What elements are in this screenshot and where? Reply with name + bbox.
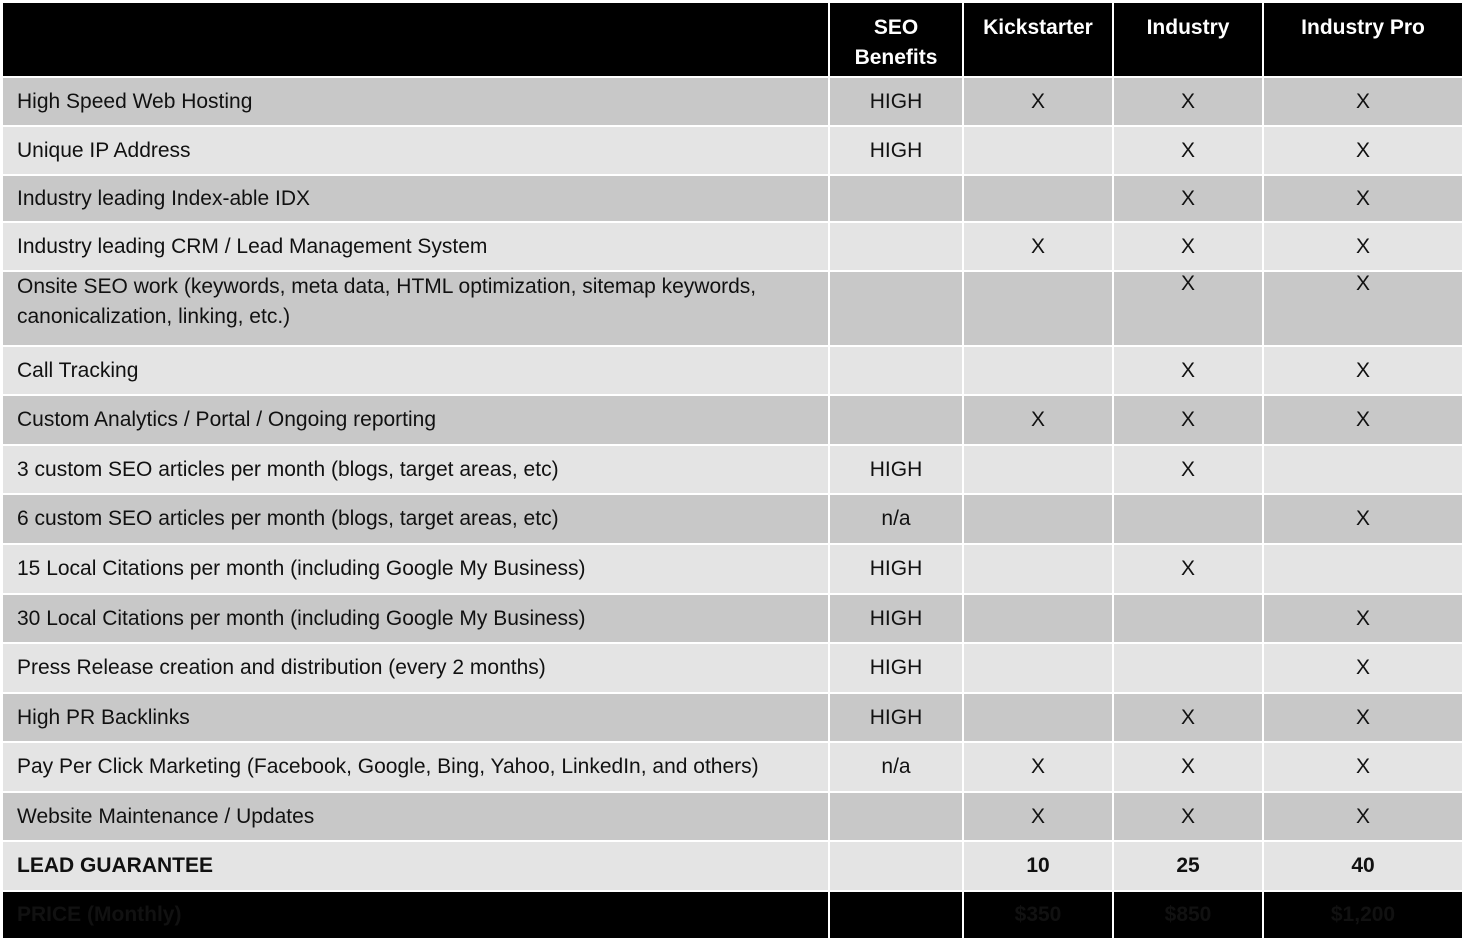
table-row bbox=[2, 544, 1463, 594]
cell-kickstarter bbox=[963, 126, 1113, 175]
cell-industry: $850 bbox=[1113, 891, 1263, 939]
cell-kickstarter: X bbox=[963, 222, 1113, 271]
cell-industry-pro: X bbox=[1263, 693, 1463, 742]
cell-kickstarter bbox=[963, 494, 1113, 544]
cell-industry-pro: X bbox=[1263, 594, 1463, 643]
cell-industry: 25 bbox=[1113, 841, 1263, 891]
cell-industry-pro: X bbox=[1263, 175, 1463, 222]
table-body bbox=[2, 77, 1463, 939]
cell-feature: 15 Local Citations per month (including Google My Business) bbox=[2, 544, 829, 594]
cell-feature: Unique IP Address bbox=[2, 126, 829, 175]
table-row bbox=[2, 346, 1463, 395]
cell-seo bbox=[829, 841, 963, 891]
cell-seo bbox=[829, 346, 963, 395]
cell-seo: n/a bbox=[829, 494, 963, 544]
cell-kickstarter bbox=[963, 643, 1113, 693]
cell-feature: 30 Local Citations per month (including Google My Business) bbox=[2, 594, 829, 643]
cell-industry: X bbox=[1113, 77, 1263, 126]
cell-industry: X bbox=[1113, 792, 1263, 841]
cell-industry-pro: X bbox=[1263, 395, 1463, 445]
cell-industry-pro: X bbox=[1263, 77, 1463, 126]
cell-kickstarter bbox=[963, 271, 1113, 346]
cell-kickstarter bbox=[963, 175, 1113, 222]
cell-feature: Industry leading CRM / Lead Management System bbox=[2, 222, 829, 271]
header-seo-benefits: SEO Benefits bbox=[829, 2, 963, 77]
cell-industry-pro: X bbox=[1263, 643, 1463, 693]
cell-seo: HIGH bbox=[829, 643, 963, 693]
cell-feature: Industry leading Index-able IDX bbox=[2, 175, 829, 222]
cell-kickstarter: X bbox=[963, 792, 1113, 841]
table-row bbox=[2, 792, 1463, 841]
table-row bbox=[2, 271, 1463, 346]
header-feature-cell bbox=[2, 2, 829, 77]
cell-kickstarter bbox=[963, 594, 1113, 643]
cell-seo bbox=[829, 271, 963, 346]
cell-industry: X bbox=[1113, 271, 1263, 346]
cell-industry-pro: X bbox=[1263, 271, 1463, 346]
cell-industry: X bbox=[1113, 175, 1263, 222]
cell-kickstarter: $350 bbox=[963, 891, 1113, 939]
cell-seo: HIGH bbox=[829, 445, 963, 494]
cell-industry-pro: X bbox=[1263, 222, 1463, 271]
cell-kickstarter bbox=[963, 445, 1113, 494]
cell-seo bbox=[829, 222, 963, 271]
cell-seo: HIGH bbox=[829, 77, 963, 126]
cell-kickstarter bbox=[963, 346, 1113, 395]
header-kickstarter: Kickstarter bbox=[963, 2, 1113, 77]
cell-industry: X bbox=[1113, 693, 1263, 742]
table-row bbox=[2, 643, 1463, 693]
cell-industry: X bbox=[1113, 346, 1263, 395]
cell-kickstarter: X bbox=[963, 742, 1113, 792]
cell-industry: X bbox=[1113, 742, 1263, 792]
table-row bbox=[2, 445, 1463, 494]
cell-feature: Onsite SEO work (keywords, meta data, HTML optimization, sitemap keywords, canonicalization, linking, etc.) bbox=[2, 271, 829, 346]
table-row bbox=[2, 126, 1463, 175]
cell-industry-pro bbox=[1263, 445, 1463, 494]
cell-industry: X bbox=[1113, 222, 1263, 271]
cell-industry-pro: X bbox=[1263, 346, 1463, 395]
cell-kickstarter bbox=[963, 693, 1113, 742]
table-row bbox=[2, 222, 1463, 271]
cell-industry: X bbox=[1113, 395, 1263, 445]
cell-kickstarter: X bbox=[963, 77, 1113, 126]
cell-industry bbox=[1113, 643, 1263, 693]
table-row bbox=[2, 175, 1463, 222]
cell-seo: HIGH bbox=[829, 693, 963, 742]
cell-feature: High PR Backlinks bbox=[2, 693, 829, 742]
cell-kickstarter: X bbox=[963, 395, 1113, 445]
cell-seo: HIGH bbox=[829, 594, 963, 643]
cell-feature: 3 custom SEO articles per month (blogs, target areas, etc) bbox=[2, 445, 829, 494]
cell-kickstarter bbox=[963, 544, 1113, 594]
cell-feature: Website Maintenance / Updates bbox=[2, 792, 829, 841]
table-row bbox=[2, 594, 1463, 643]
cell-industry: X bbox=[1113, 544, 1263, 594]
header-row bbox=[2, 2, 1463, 77]
header-industry: Industry bbox=[1113, 2, 1263, 77]
table-row bbox=[2, 742, 1463, 792]
cell-feature: Pay Per Click Marketing (Facebook, Google, Bing, Yahoo, LinkedIn, and others) bbox=[2, 742, 829, 792]
cell-seo bbox=[829, 891, 963, 939]
cell-feature: High Speed Web Hosting bbox=[2, 77, 829, 126]
cell-industry: X bbox=[1113, 445, 1263, 494]
cell-seo bbox=[829, 792, 963, 841]
cell-feature: PRICE (Monthly) bbox=[2, 891, 829, 939]
cell-industry-pro: $1,200 bbox=[1263, 891, 1463, 939]
cell-feature: Call Tracking bbox=[2, 346, 829, 395]
cell-seo bbox=[829, 175, 963, 222]
header-industry-pro: Industry Pro bbox=[1263, 2, 1463, 77]
cell-feature: Press Release creation and distribution (every 2 months) bbox=[2, 643, 829, 693]
table-row bbox=[2, 494, 1463, 544]
cell-industry bbox=[1113, 594, 1263, 643]
cell-seo: HIGH bbox=[829, 544, 963, 594]
cell-seo: HIGH bbox=[829, 126, 963, 175]
cell-industry-pro: 40 bbox=[1263, 841, 1463, 891]
table-row bbox=[2, 395, 1463, 445]
cell-seo: n/a bbox=[829, 742, 963, 792]
cell-feature: 6 custom SEO articles per month (blogs, target areas, etc) bbox=[2, 494, 829, 544]
cell-industry bbox=[1113, 494, 1263, 544]
cell-industry-pro: X bbox=[1263, 494, 1463, 544]
price-row bbox=[2, 891, 1463, 939]
cell-industry-pro: X bbox=[1263, 126, 1463, 175]
table-row bbox=[2, 693, 1463, 742]
cell-industry-pro: X bbox=[1263, 792, 1463, 841]
cell-feature: Custom Analytics / Portal / Ongoing reporting bbox=[2, 395, 829, 445]
lead-guarantee-row bbox=[2, 841, 1463, 891]
cell-industry-pro: X bbox=[1263, 742, 1463, 792]
table-row bbox=[2, 77, 1463, 126]
cell-industry-pro bbox=[1263, 544, 1463, 594]
cell-feature: LEAD GUARANTEE bbox=[2, 841, 829, 891]
cell-seo bbox=[829, 395, 963, 445]
cell-industry: X bbox=[1113, 126, 1263, 175]
cell-kickstarter: 10 bbox=[963, 841, 1113, 891]
pricing-comparison-table bbox=[1, 1, 1463, 940]
